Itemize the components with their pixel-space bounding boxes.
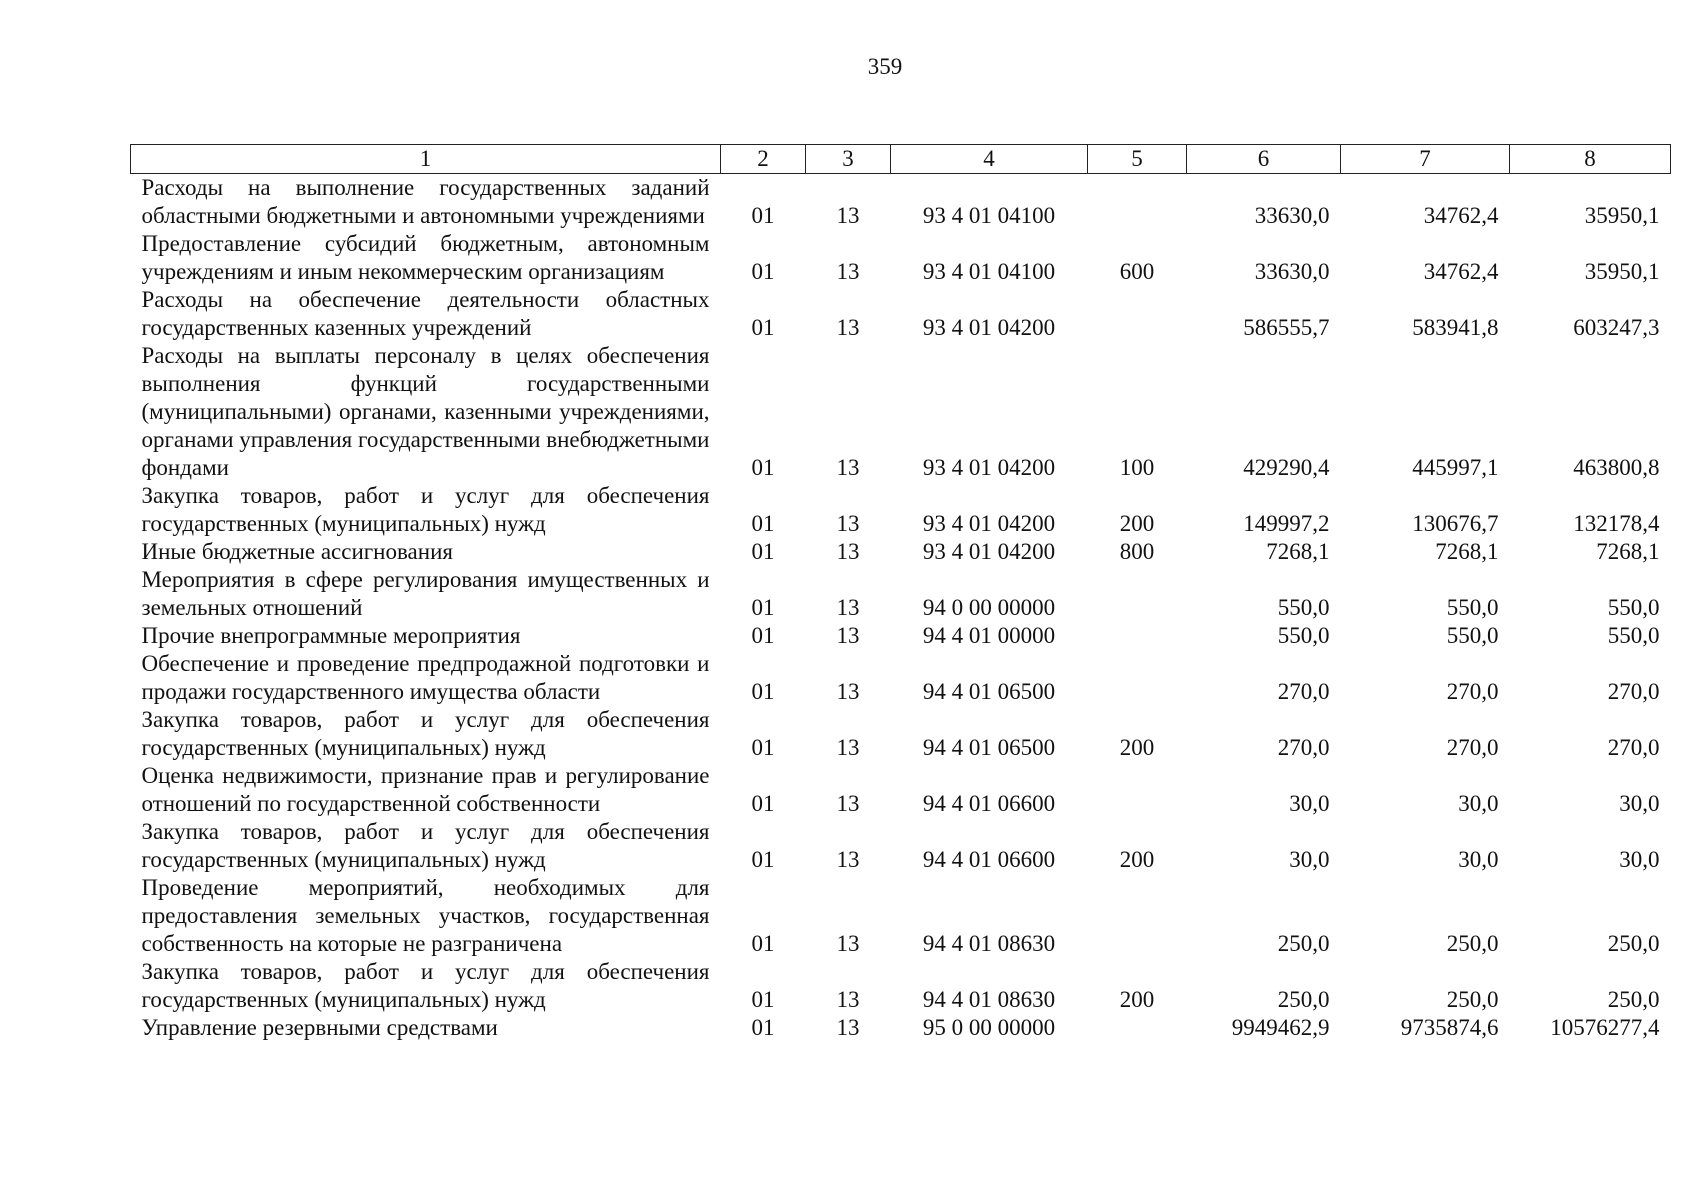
amount-col-6: 586555,7: [1243, 315, 1330, 340]
subsection-code: 13: [836, 623, 860, 648]
amount-col-6: 270,0: [1277, 735, 1330, 760]
amount-col-7: 30,0: [1458, 847, 1499, 872]
amount-col-8: 35950,1: [1584, 203, 1660, 228]
column-header: 6: [1187, 145, 1341, 174]
item-description: Иные бюджетные ассигнования: [141, 539, 453, 564]
section-code: 01: [751, 623, 775, 648]
amount-col-7: 583941,8: [1412, 315, 1499, 340]
amount-col-8: 550,0: [1607, 623, 1660, 648]
column-header: 2: [721, 145, 806, 174]
table-row: [131, 818, 1671, 874]
table-row: [131, 1014, 1671, 1042]
amount-col-6: 429290,4: [1243, 455, 1330, 480]
subsection-code: 13: [836, 791, 860, 816]
table-row: [131, 538, 1671, 566]
target-article-code: 93 4 01 04200: [922, 455, 1056, 480]
item-description: Закупка товаров, работ и услуг для обеспечения государственных (муниципальных) нужд: [141, 483, 710, 536]
amount-col-8: 550,0: [1607, 595, 1660, 620]
amount-col-6: 9949462,9: [1231, 1015, 1330, 1040]
table-row: [131, 622, 1671, 650]
table-row: [131, 762, 1671, 818]
target-article-code: 93 4 01 04100: [922, 203, 1056, 228]
amount-col-7: 270,0: [1446, 735, 1499, 760]
subsection-code: 13: [836, 1015, 860, 1040]
table-row: [131, 230, 1671, 286]
column-header: 5: [1088, 145, 1187, 174]
subsection-code: 13: [836, 595, 860, 620]
amount-col-8: 603247,3: [1573, 315, 1660, 340]
amount-col-7: 270,0: [1446, 679, 1499, 704]
column-header: 1: [131, 145, 721, 174]
amount-col-7: 7268,1: [1435, 539, 1499, 564]
subsection-code: 13: [836, 203, 860, 228]
amount-col-6: 33630,0: [1254, 203, 1330, 228]
item-description: Управление резервными средствами: [141, 1015, 498, 1040]
amount-col-8: 250,0: [1607, 931, 1660, 956]
subsection-code: 13: [836, 735, 860, 760]
section-code: 01: [751, 455, 775, 480]
section-code: 01: [751, 931, 775, 956]
expense-type-code: 800: [1119, 539, 1155, 564]
amount-col-7: 250,0: [1446, 987, 1499, 1012]
expense-type-code: 200: [1119, 511, 1155, 536]
amount-col-7: 9735874,6: [1400, 1015, 1499, 1040]
section-code: 01: [751, 511, 775, 536]
amount-col-7: 34762,4: [1423, 259, 1499, 284]
table-row: [131, 566, 1671, 622]
expense-type-code: 600: [1119, 259, 1155, 284]
table-row: [131, 958, 1671, 1014]
item-description: Предоставление субсидий бюджетным, автономным учреждениям и иным некоммерческим организациям: [141, 231, 710, 284]
amount-col-6: 550,0: [1277, 595, 1330, 620]
budget-table: [130, 144, 1671, 1042]
amount-col-8: 30,0: [1619, 847, 1660, 872]
target-article-code: 93 4 01 04200: [922, 511, 1056, 536]
amount-col-7: 34762,4: [1423, 203, 1499, 228]
amount-col-6: 250,0: [1277, 987, 1330, 1012]
target-article-code: 94 4 01 08630: [922, 931, 1056, 956]
section-code: 01: [751, 595, 775, 620]
table-row: [131, 482, 1671, 538]
table-row: [131, 342, 1671, 482]
item-description: Закупка товаров, работ и услуг для обеспечения государственных (муниципальных) нужд: [141, 707, 710, 760]
amount-col-6: 7268,1: [1266, 539, 1330, 564]
expense-type-code: [1088, 1014, 1187, 1042]
section-code: 01: [751, 259, 775, 284]
amount-col-8: 7268,1: [1596, 539, 1660, 564]
subsection-code: 13: [836, 315, 860, 340]
expense-type-code: [1088, 650, 1187, 706]
item-description: Расходы на выполнение государственных заданий областными бюджетными и автономными учреждениями: [141, 175, 710, 228]
item-description: Проведение мероприятий, необходимых для предоставления земельных участков, государственная собственность на которые не разграничена: [141, 875, 710, 956]
target-article-code: 93 4 01 04100: [922, 259, 1056, 284]
target-article-code: 94 4 01 06600: [922, 847, 1056, 872]
subsection-code: 13: [836, 455, 860, 480]
amount-col-7: 550,0: [1446, 623, 1499, 648]
column-header: 7: [1341, 145, 1510, 174]
expense-type-code: [1088, 566, 1187, 622]
expense-type-code: 200: [1119, 847, 1155, 872]
subsection-code: 13: [836, 259, 860, 284]
amount-col-8: 270,0: [1607, 735, 1660, 760]
item-description: Прочие внепрограммные мероприятия: [141, 623, 521, 648]
expense-type-code: [1088, 762, 1187, 818]
subsection-code: 13: [836, 511, 860, 536]
target-article-code: 94 4 01 06600: [922, 791, 1056, 816]
expense-type-code: 200: [1119, 987, 1155, 1012]
section-code: 01: [751, 847, 775, 872]
expense-type-code: 100: [1119, 455, 1155, 480]
amount-col-6: 270,0: [1277, 679, 1330, 704]
target-article-code: 94 4 01 06500: [922, 735, 1056, 760]
target-article-code: 94 4 01 00000: [922, 623, 1056, 648]
amount-col-6: 33630,0: [1254, 259, 1330, 284]
amount-col-6: 30,0: [1289, 847, 1330, 872]
table-row: [131, 706, 1671, 762]
amount-col-8: 30,0: [1619, 791, 1660, 816]
section-code: 01: [751, 791, 775, 816]
section-code: 01: [751, 203, 775, 228]
amount-col-6: 149997,2: [1243, 511, 1330, 536]
section-code: 01: [751, 315, 775, 340]
section-code: 01: [751, 679, 775, 704]
target-article-code: 93 4 01 04200: [922, 539, 1056, 564]
column-header: 4: [891, 145, 1088, 174]
target-article-code: 94 4 01 06500: [922, 679, 1056, 704]
subsection-code: 13: [836, 847, 860, 872]
expense-type-code: [1088, 174, 1187, 231]
amount-col-7: 250,0: [1446, 931, 1499, 956]
amount-col-8: 250,0: [1607, 987, 1660, 1012]
amount-col-8: 463800,8: [1573, 455, 1660, 480]
table-row: [131, 286, 1671, 342]
table-row: [131, 650, 1671, 706]
amount-col-6: 30,0: [1289, 791, 1330, 816]
table-body: [131, 174, 1671, 1043]
target-article-code: 95 0 00 00000: [922, 1015, 1056, 1040]
subsection-code: 13: [836, 679, 860, 704]
target-article-code: 94 0 00 00000: [922, 595, 1056, 620]
subsection-code: 13: [836, 539, 860, 564]
item-description: Закупка товаров, работ и услуг для обеспечения государственных (муниципальных) нужд: [141, 959, 710, 1012]
column-header: 8: [1510, 145, 1671, 174]
amount-col-8: 10576277,4: [1550, 1015, 1660, 1040]
subsection-code: 13: [836, 931, 860, 956]
table-row: [131, 174, 1671, 231]
section-code: 01: [751, 1015, 775, 1040]
item-description: Оценка недвижимости, признание прав и регулирование отношений по государственной собственности: [141, 763, 710, 816]
target-article-code: 94 4 01 08630: [922, 987, 1056, 1012]
amount-col-7: 550,0: [1446, 595, 1499, 620]
header-row: [131, 145, 1671, 174]
section-code: 01: [751, 539, 775, 564]
item-description: Обеспечение и проведение предпродажной подготовки и продажи государственного имущества области: [141, 651, 710, 704]
amount-col-6: 250,0: [1277, 931, 1330, 956]
column-header: 3: [806, 145, 891, 174]
item-description: Расходы на выплаты персоналу в целях обеспечения выполнения функций государственными (муниципальными) органами, казенными учреждениями, органами управления государственными внебюджетными фондами: [141, 343, 710, 480]
section-code: 01: [751, 987, 775, 1012]
amount-col-7: 30,0: [1458, 791, 1499, 816]
amount-col-8: 270,0: [1607, 679, 1660, 704]
amount-col-7: 130676,7: [1412, 511, 1499, 536]
page-number: 359: [867, 54, 903, 79]
expense-type-code: [1088, 286, 1187, 342]
item-description: Расходы на обеспечение деятельности областных государственных казенных учреждений: [141, 287, 710, 340]
item-description: Мероприятия в сфере регулирования имущественных и земельных отношений: [141, 567, 710, 620]
table-row: [131, 874, 1671, 958]
amount-col-6: 550,0: [1277, 623, 1330, 648]
expense-type-code: 200: [1119, 735, 1155, 760]
item-description: Закупка товаров, работ и услуг для обеспечения государственных (муниципальных) нужд: [141, 819, 710, 872]
amount-col-8: 132178,4: [1573, 511, 1660, 536]
section-code: 01: [751, 735, 775, 760]
expense-type-code: [1088, 874, 1187, 958]
expense-type-code: [1088, 622, 1187, 650]
amount-col-7: 445997,1: [1412, 455, 1499, 480]
subsection-code: 13: [836, 987, 860, 1012]
target-article-code: 93 4 01 04200: [922, 315, 1056, 340]
amount-col-8: 35950,1: [1584, 259, 1660, 284]
